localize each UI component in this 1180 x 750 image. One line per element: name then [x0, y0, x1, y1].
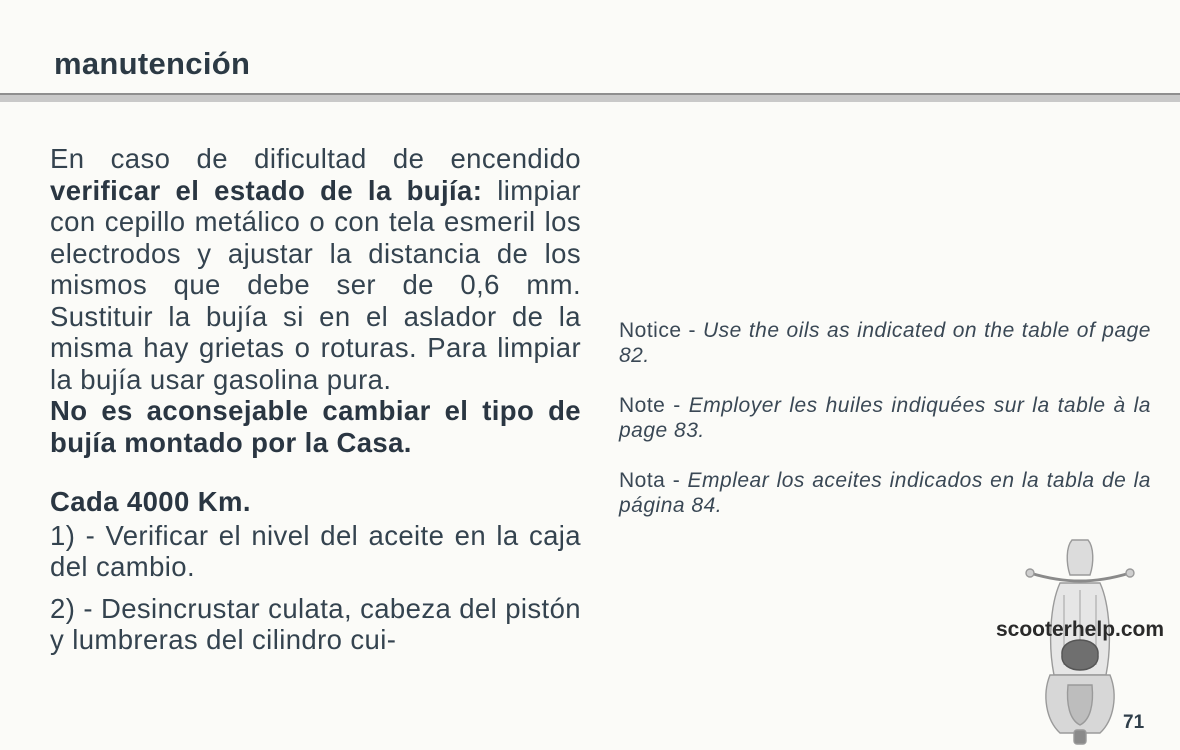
note-text: Emplear los aceites indicados en la tabla de la página 84.	[619, 469, 1151, 517]
intro-text: En caso de dificultad de encendido	[50, 143, 581, 174]
page-title: manutención	[54, 46, 251, 81]
warning-paragraph	[50, 395, 581, 458]
note-spanish	[619, 468, 1151, 518]
note-label: Note	[619, 394, 666, 417]
note-separator: -	[681, 319, 703, 342]
intro-paragraph	[50, 143, 581, 395]
notes-column	[619, 318, 1151, 543]
list-item-1: 1) - Verificar el nivel del aceite en la caja del cambio.	[50, 519, 581, 582]
note-separator: -	[665, 394, 689, 417]
note-label: Notice	[619, 319, 682, 342]
main-text-column	[50, 143, 581, 656]
note-english	[619, 318, 1151, 368]
watermark-text: scooterhelp.com	[996, 618, 1165, 641]
note-separator: -	[665, 469, 688, 492]
intro-rest-text: limpiar con cepillo metálico o con tela esmeril los electrodos y ajustar la distancia de los mismos que debe ser de 0,6 mm. Sustituir la bujía si en el aslador de la misma hay grietas o roturas. Para limpiar la bujía usar gasolina pura.	[50, 174, 581, 395]
list-item-2: 2) - Desincrustar culata, cabeza del pistón y lumbreras del cilindro cui-	[50, 592, 581, 655]
header-divider-line	[0, 93, 1180, 95]
section-heading: Cada 4000 Km.	[50, 486, 251, 517]
note-label: Nota	[619, 469, 666, 492]
note-text: Employer les huiles indiquées sur la table à la page 83.	[619, 394, 1151, 442]
note-french	[619, 393, 1151, 443]
page-number: 71	[1123, 712, 1145, 733]
warning-text: No es aconsejable cambiar el tipo de bujía montado por la Casa.	[50, 395, 581, 458]
intro-bold-text: verificar el estado de la bujía:	[50, 174, 483, 206]
note-text: Use the oils as indicated on the table of page 82.	[619, 319, 1151, 367]
